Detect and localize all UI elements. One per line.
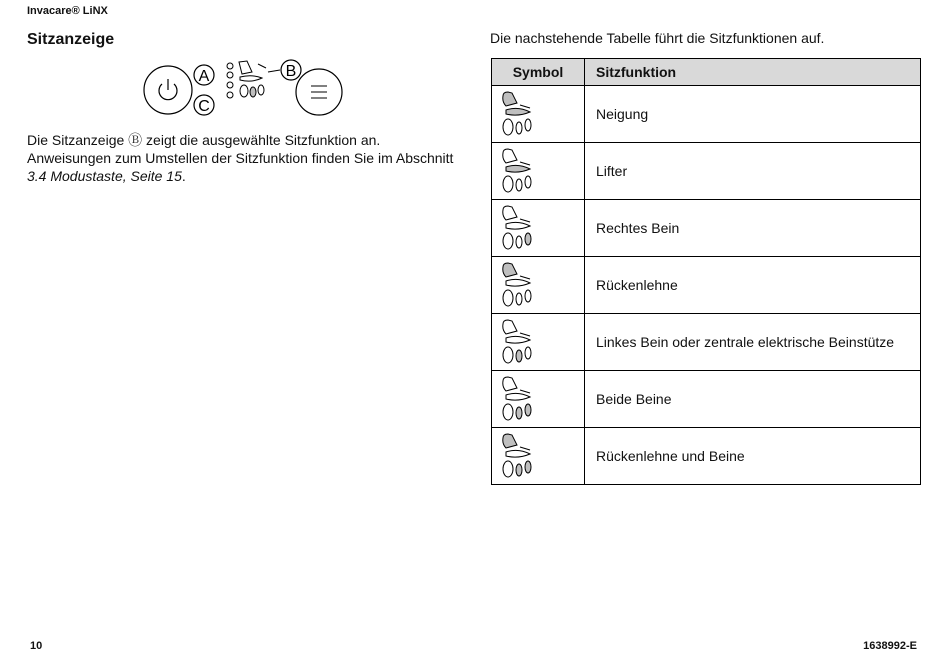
document-number: 1638992-E	[863, 640, 917, 652]
symbol-cell	[492, 257, 585, 314]
backrest-and-legs-icon	[500, 432, 540, 480]
symbol-cell	[492, 86, 585, 143]
left-leg-icon	[500, 318, 540, 366]
table-row	[492, 314, 921, 371]
symbol-cell	[492, 428, 585, 485]
power-button-icon	[144, 66, 192, 114]
table-row	[492, 200, 921, 257]
function-cell: Linkes Bein oder zentrale elektrische Beinstütze	[585, 314, 921, 371]
section-body	[27, 131, 467, 185]
header-brand: Invacare® LiNX	[27, 5, 108, 17]
symbol-cell	[492, 371, 585, 428]
function-cell: Beide Beine	[585, 371, 921, 428]
page-number: 10	[30, 640, 43, 652]
section-title: Sitzanzeige	[27, 31, 115, 48]
table-row	[492, 428, 921, 485]
function-cell: Rückenlehne	[585, 257, 921, 314]
header-symbol: Symbol	[492, 59, 585, 86]
table-intro: Die nachstehende Tabelle führt die Sitzfunktionen auf.	[490, 30, 825, 46]
function-cell: Lifter	[585, 143, 921, 200]
seat-indicator-diagram	[140, 58, 350, 122]
callout-c	[194, 95, 214, 115]
function-cell: Rückenlehne und Beine	[585, 428, 921, 485]
function-cell: Neigung	[585, 86, 921, 143]
backrest-icon	[500, 261, 540, 309]
table-row	[492, 371, 921, 428]
both-legs-icon	[500, 375, 540, 423]
table-row	[492, 86, 921, 143]
body-text-end: .	[181, 168, 186, 184]
function-cell: Rechtes Bein	[585, 200, 921, 257]
seat-function-table	[491, 58, 921, 485]
body-text: Die Sitzanzeige Ⓑ zeigt die ausgewählte Sitzfunktion an. Anweisungen zum Umstellen der Sitzfunktion finden Sie im Abschnitt	[27, 132, 454, 166]
callout-a	[194, 65, 214, 85]
table-row	[492, 257, 921, 314]
callout-b	[268, 60, 301, 80]
symbol-cell	[492, 314, 585, 371]
mode-button-icon	[296, 69, 342, 115]
table-header-row	[492, 59, 921, 86]
table-row	[492, 143, 921, 200]
seat-indicator-icon	[239, 61, 266, 97]
svg-text:B: B	[285, 63, 297, 80]
symbol-cell	[492, 200, 585, 257]
section-reference-link[interactable]: 3.4 Modustaste, Seite 15	[27, 168, 182, 184]
seat-tilt-icon	[500, 90, 540, 138]
svg-text:C: C	[198, 98, 210, 115]
right-leg-icon	[500, 204, 540, 252]
symbol-cell	[492, 143, 585, 200]
indicator-leds	[227, 63, 233, 98]
header-function: Sitzfunktion	[585, 59, 921, 86]
svg-text:A: A	[198, 68, 210, 85]
seat-lift-icon	[500, 147, 540, 195]
